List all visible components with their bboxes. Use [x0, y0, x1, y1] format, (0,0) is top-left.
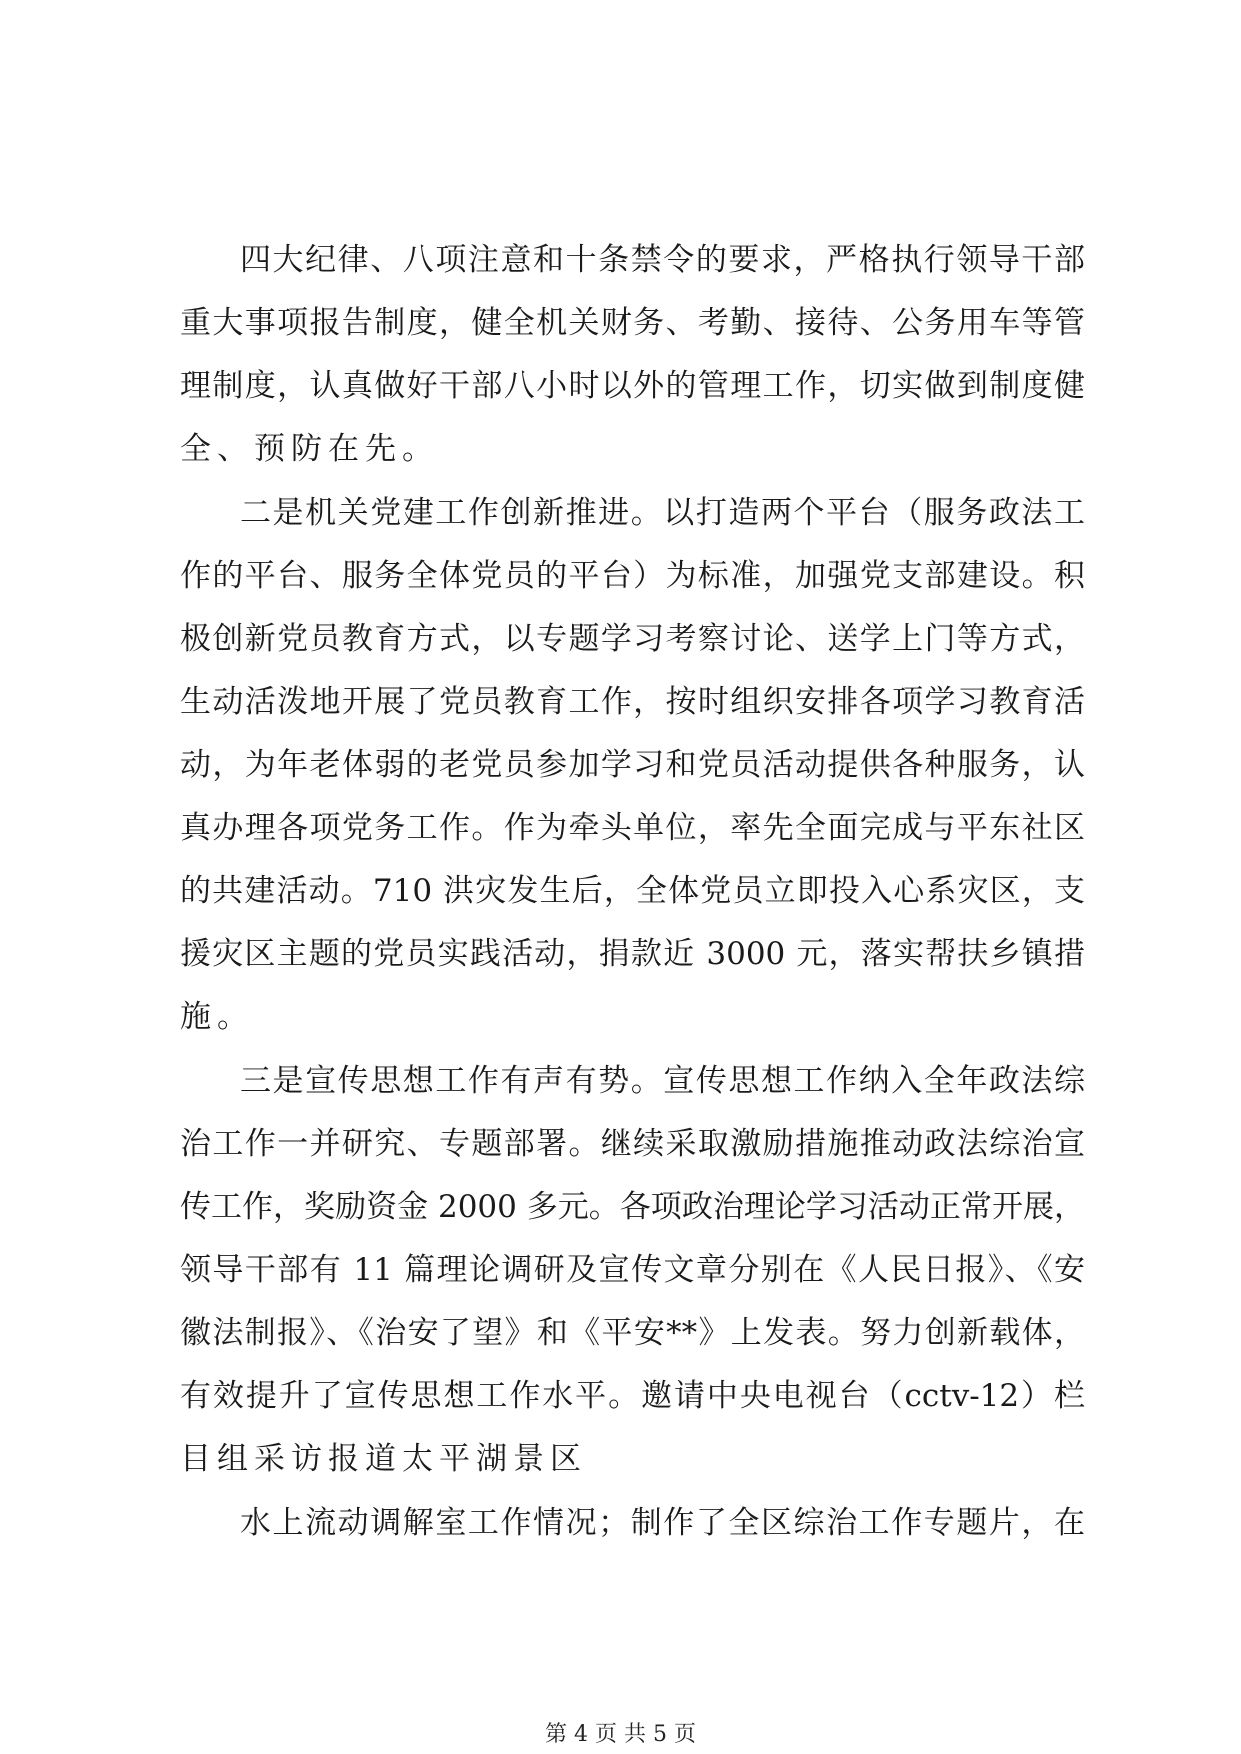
text-line-15: 治工作一并研究、专题部署。继续采取激励措施推动政法综治宣 [180, 1126, 1085, 1162]
text-line-1: 四大纪律、八项注意和十条禁令的要求，严格执行领导干部 [240, 242, 1085, 278]
text-line-9: 动，为年老体弱的老党员参加学习和党员活动提供各种服务，认 [180, 747, 1085, 783]
text-line-14: 三是宣传思想工作有声有势。宣传思想工作纳入全年政法综 [240, 1063, 1085, 1099]
text-line-13: 施。 [180, 999, 254, 1035]
text-line-8: 生动活泼地开展了党员教育工作，按时组织安排各项学习教育活 [180, 684, 1085, 720]
text-line-11: 的共建活动。710 洪灾发生后，全体党员立即投入心系灾区，支 [180, 873, 1085, 909]
text-line-17: 领导干部有 11 篇理论调研及宣传文章分别在《人民日报》、《安 [180, 1252, 1085, 1288]
text-line-19: 有效提升了宣传思想工作水平。邀请中央电视台（cctv-12）栏 [180, 1378, 1085, 1414]
page-number-footer: 第 4 页 共 5 页 [545, 1722, 696, 1747]
text-line-21: 水上流动调解室工作情况；制作了全区综治工作专题片，在 [240, 1505, 1085, 1541]
text-line-18: 徽法制报》、《治安了望》和《平安**》上发表。努力创新载体， [180, 1315, 1085, 1351]
text-line-5: 二是机关党建工作创新推进。以打造两个平台（服务政法工 [240, 495, 1085, 531]
text-line-10: 真办理各项党务工作。作为牵头单位，率先全面完成与平东社区 [180, 810, 1085, 846]
text-line-16: 传工作，奖励资金 2000 多元。各项政治理论学习活动正常开展， [180, 1189, 1085, 1225]
text-line-4: 全、预防在先。 [180, 431, 439, 467]
text-line-3: 理制度，认真做好干部八小时以外的管理工作，切实做到制度健 [180, 368, 1085, 404]
text-line-12: 援灾区主题的党员实践活动，捐款近 3000 元，落实帮扶乡镇措 [180, 936, 1085, 972]
text-line-6: 作的平台、服务全体党员的平台）为标准，加强党支部建设。积 [180, 558, 1085, 594]
text-line-2: 重大事项报告制度，健全机关财务、考勤、接待、公务用车等管 [180, 305, 1085, 341]
text-line-7: 极创新党员教育方式，以专题学习考察讨论、送学上门等方式， [180, 621, 1085, 657]
text-line-20: 目组采访报道太平湖景区 [180, 1441, 587, 1477]
